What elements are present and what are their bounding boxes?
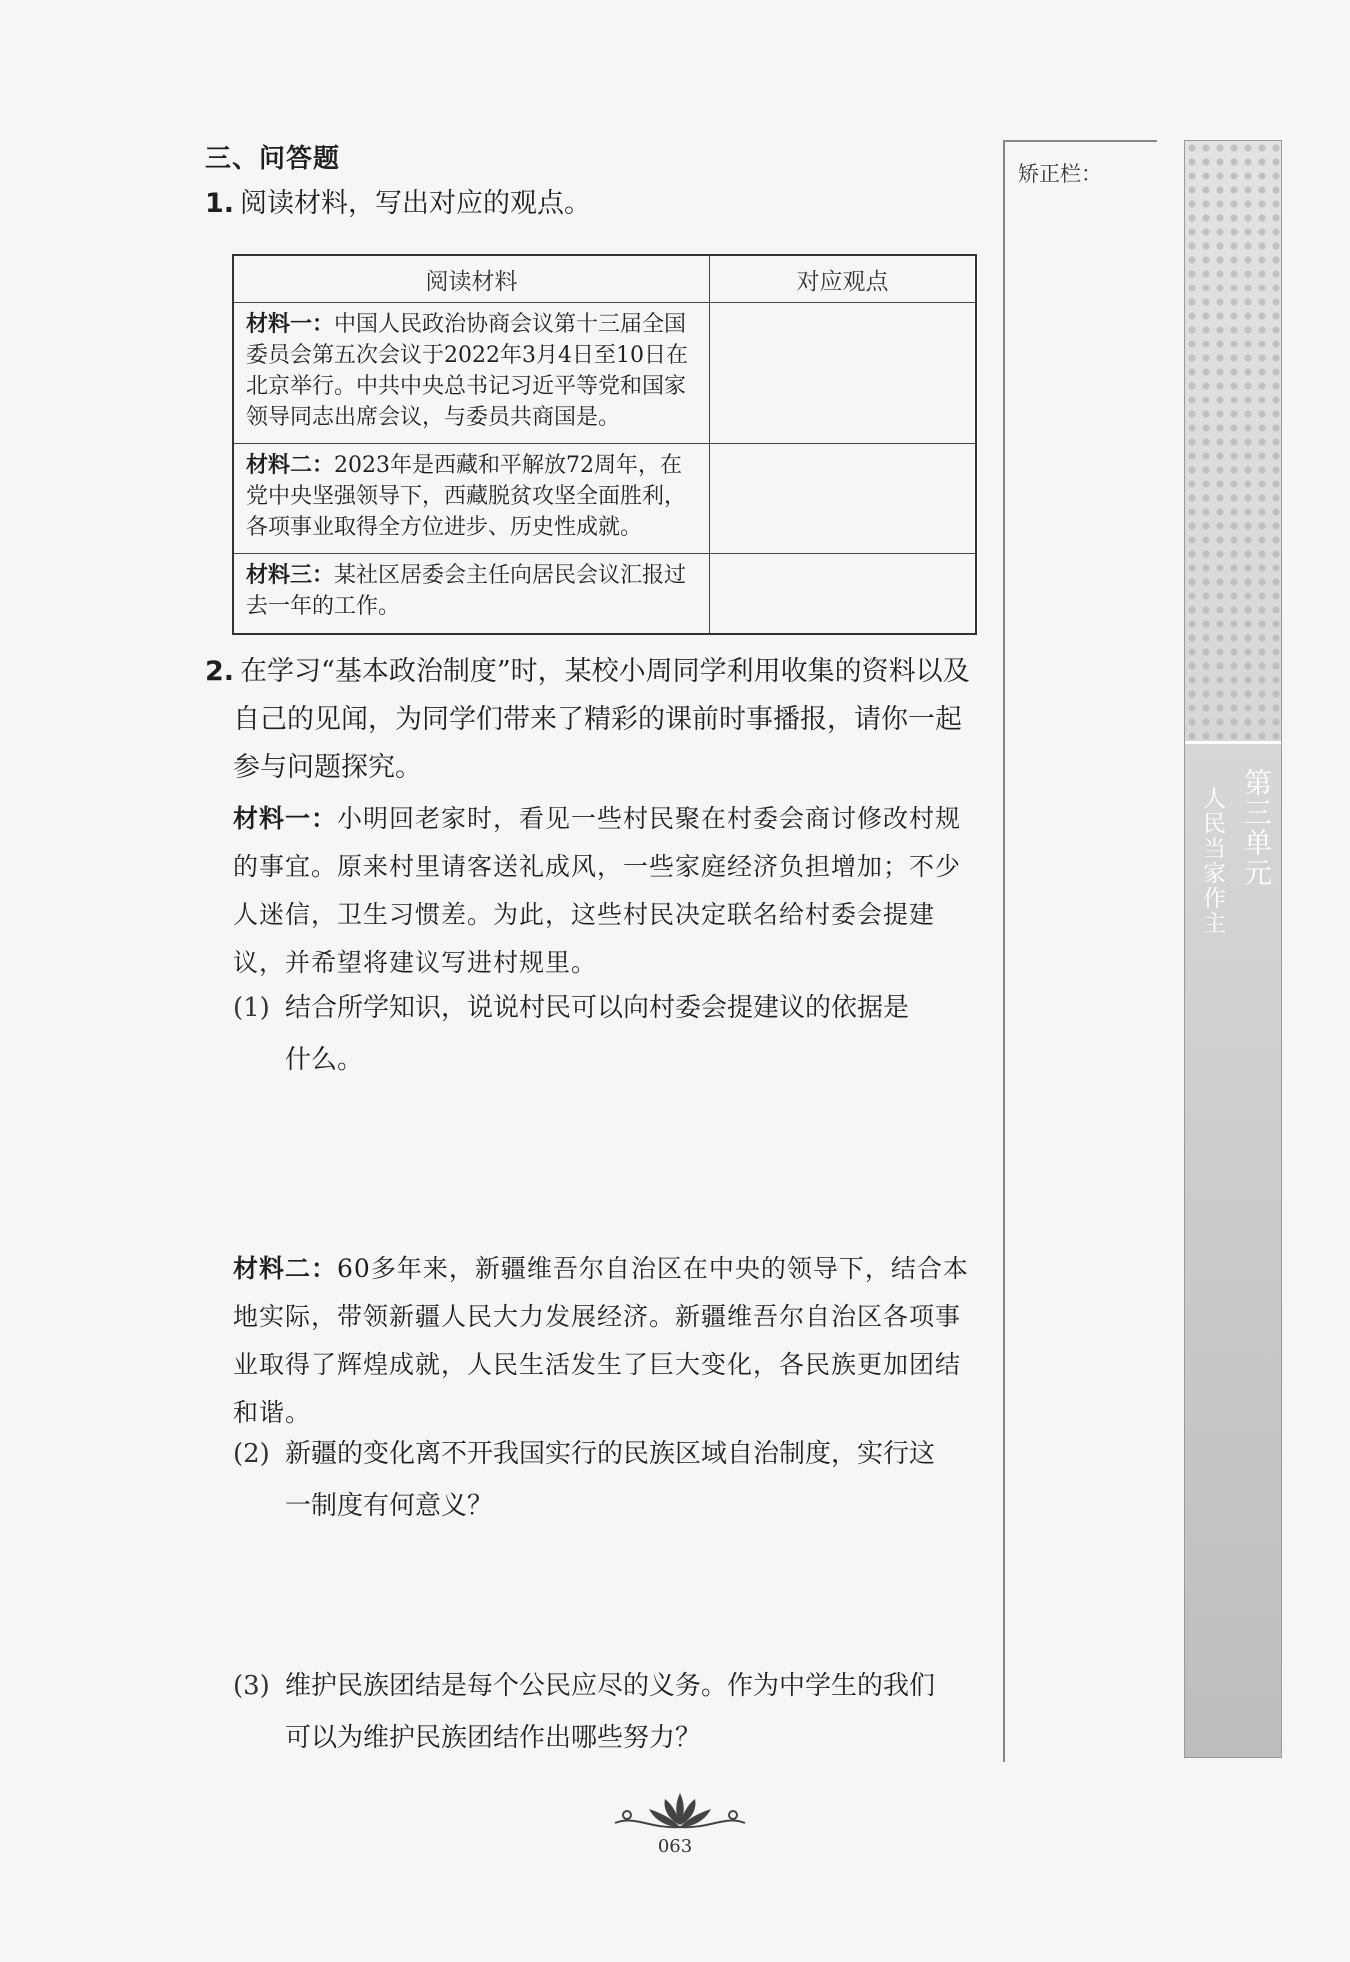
- answer-area-1[interactable]: [233, 1090, 981, 1240]
- material-label: 材料三：: [246, 563, 335, 588]
- strip-divider: [1185, 741, 1281, 744]
- question-2-prompt-line-1: 在学习“基本政治制度”时，某校小周同学利用收集的资料以及: [240, 656, 970, 687]
- unit-side-strip: [1184, 140, 1282, 1758]
- material-cell: [233, 444, 710, 554]
- sub-question-1-line-2: 什么。: [285, 1045, 364, 1075]
- material-2-text: 60多年来，新疆维吾尔自治区在中央的领导下，结合本地实际，带领新疆人民大力发展经济。新疆维吾尔自治区各项事业取得了辉煌成就，人民生活发生了巨大变化，各民族更加团结和谐。: [233, 1254, 969, 1427]
- correction-column[interactable]: [1003, 140, 1157, 1762]
- sub-question-2-line-2: 一制度有何意义？: [285, 1491, 494, 1521]
- unit-label: 第三单元: [1240, 768, 1273, 888]
- answer-area-2[interactable]: [233, 1536, 981, 1656]
- column-header-material: 阅读材料: [233, 255, 710, 303]
- sub-question-3-line-2: 可以为维护民族团结作出哪些努力？: [285, 1723, 702, 1753]
- material-1-label: 材料一：: [233, 804, 338, 833]
- correction-column-label: 矫正栏：: [1018, 162, 1102, 186]
- sub-question-3-number: (3): [233, 1671, 270, 1701]
- material-1-text: 小明回老家时，看见一些村民聚在村委会商讨修改村规的事宜。原来村里请客送礼成风，一些家庭经济负担增加；不少人迷信，卫生习惯差。为此，这些村民决定联名给村委会提建议，并希望将建议写进村规里。: [233, 804, 962, 977]
- table-header-row: [233, 255, 976, 303]
- viewpoint-answer-cell[interactable]: [710, 554, 977, 634]
- sub-question-1-number: (1): [233, 993, 270, 1023]
- table-row: [233, 554, 976, 634]
- column-header-viewpoint: 对应观点: [710, 255, 977, 303]
- material-label: 材料一：: [246, 312, 335, 337]
- material-cell: [233, 303, 710, 444]
- question-1: [205, 180, 985, 228]
- question-2-number: 2.: [205, 656, 235, 687]
- material-cell: [233, 554, 710, 634]
- sub-question-2-number: (2): [233, 1439, 270, 1469]
- sub-question-2-line-1: 新疆的变化离不开我国实行的民族区域自治制度，实行这: [285, 1439, 936, 1469]
- question-2-prompt-line-3: 参与问题探究。: [233, 752, 422, 783]
- viewpoint-answer-cell[interactable]: [710, 444, 977, 554]
- materials-table: [232, 254, 977, 635]
- material-text: 某社区居委会主任向居民会议汇报过去一年的工作。: [246, 563, 687, 619]
- halftone-pattern: [1185, 141, 1281, 741]
- viewpoint-answer-cell[interactable]: [710, 303, 977, 444]
- sub-question-3: [233, 1660, 981, 1764]
- question-2: [205, 648, 985, 696]
- material-label: 材料二：: [246, 453, 335, 478]
- material-2-paragraph: [233, 1245, 981, 1437]
- question-1-prompt: 阅读材料，写出对应的观点。: [240, 188, 592, 219]
- question-1-number: 1.: [205, 188, 235, 219]
- page-number: 063: [657, 1836, 693, 1857]
- sub-question-3-line-1: 维护民族团结是每个公民应尽的义务。作为中学生的我们: [285, 1671, 936, 1701]
- section-heading: 三、问答题: [205, 144, 341, 174]
- unit-title: 人民当家作主: [1199, 786, 1225, 936]
- material-2-label: 材料二：: [233, 1254, 338, 1283]
- sub-question-1-line-1: 结合所学知识，说说村民可以向村委会提建议的依据是: [285, 993, 910, 1023]
- material-text: 2023年是西藏和平解放72周年，在党中央坚强领导下，西藏脱贫攻坚全面胜利，各项事业取得全方位进步、历史性成就。: [246, 453, 687, 540]
- question-2-prompt-line-2: 自己的见闻，为同学们带来了精彩的课前时事播报，请你一起: [233, 704, 962, 735]
- leaf-ornament-icon: [605, 1785, 755, 1835]
- table-row: [233, 303, 976, 444]
- table-row: [233, 444, 976, 554]
- sub-question-1: [233, 982, 981, 1086]
- material-1-paragraph: [233, 795, 981, 987]
- sub-question-2: [233, 1428, 981, 1532]
- material-text: 中国人民政治协商会议第十三届全国委员会第五次会议于2022年3月4日至10日在北京举行。中共中央总书记习近平等党和国家领导同志出席会议，与委员共商国是。: [246, 312, 688, 430]
